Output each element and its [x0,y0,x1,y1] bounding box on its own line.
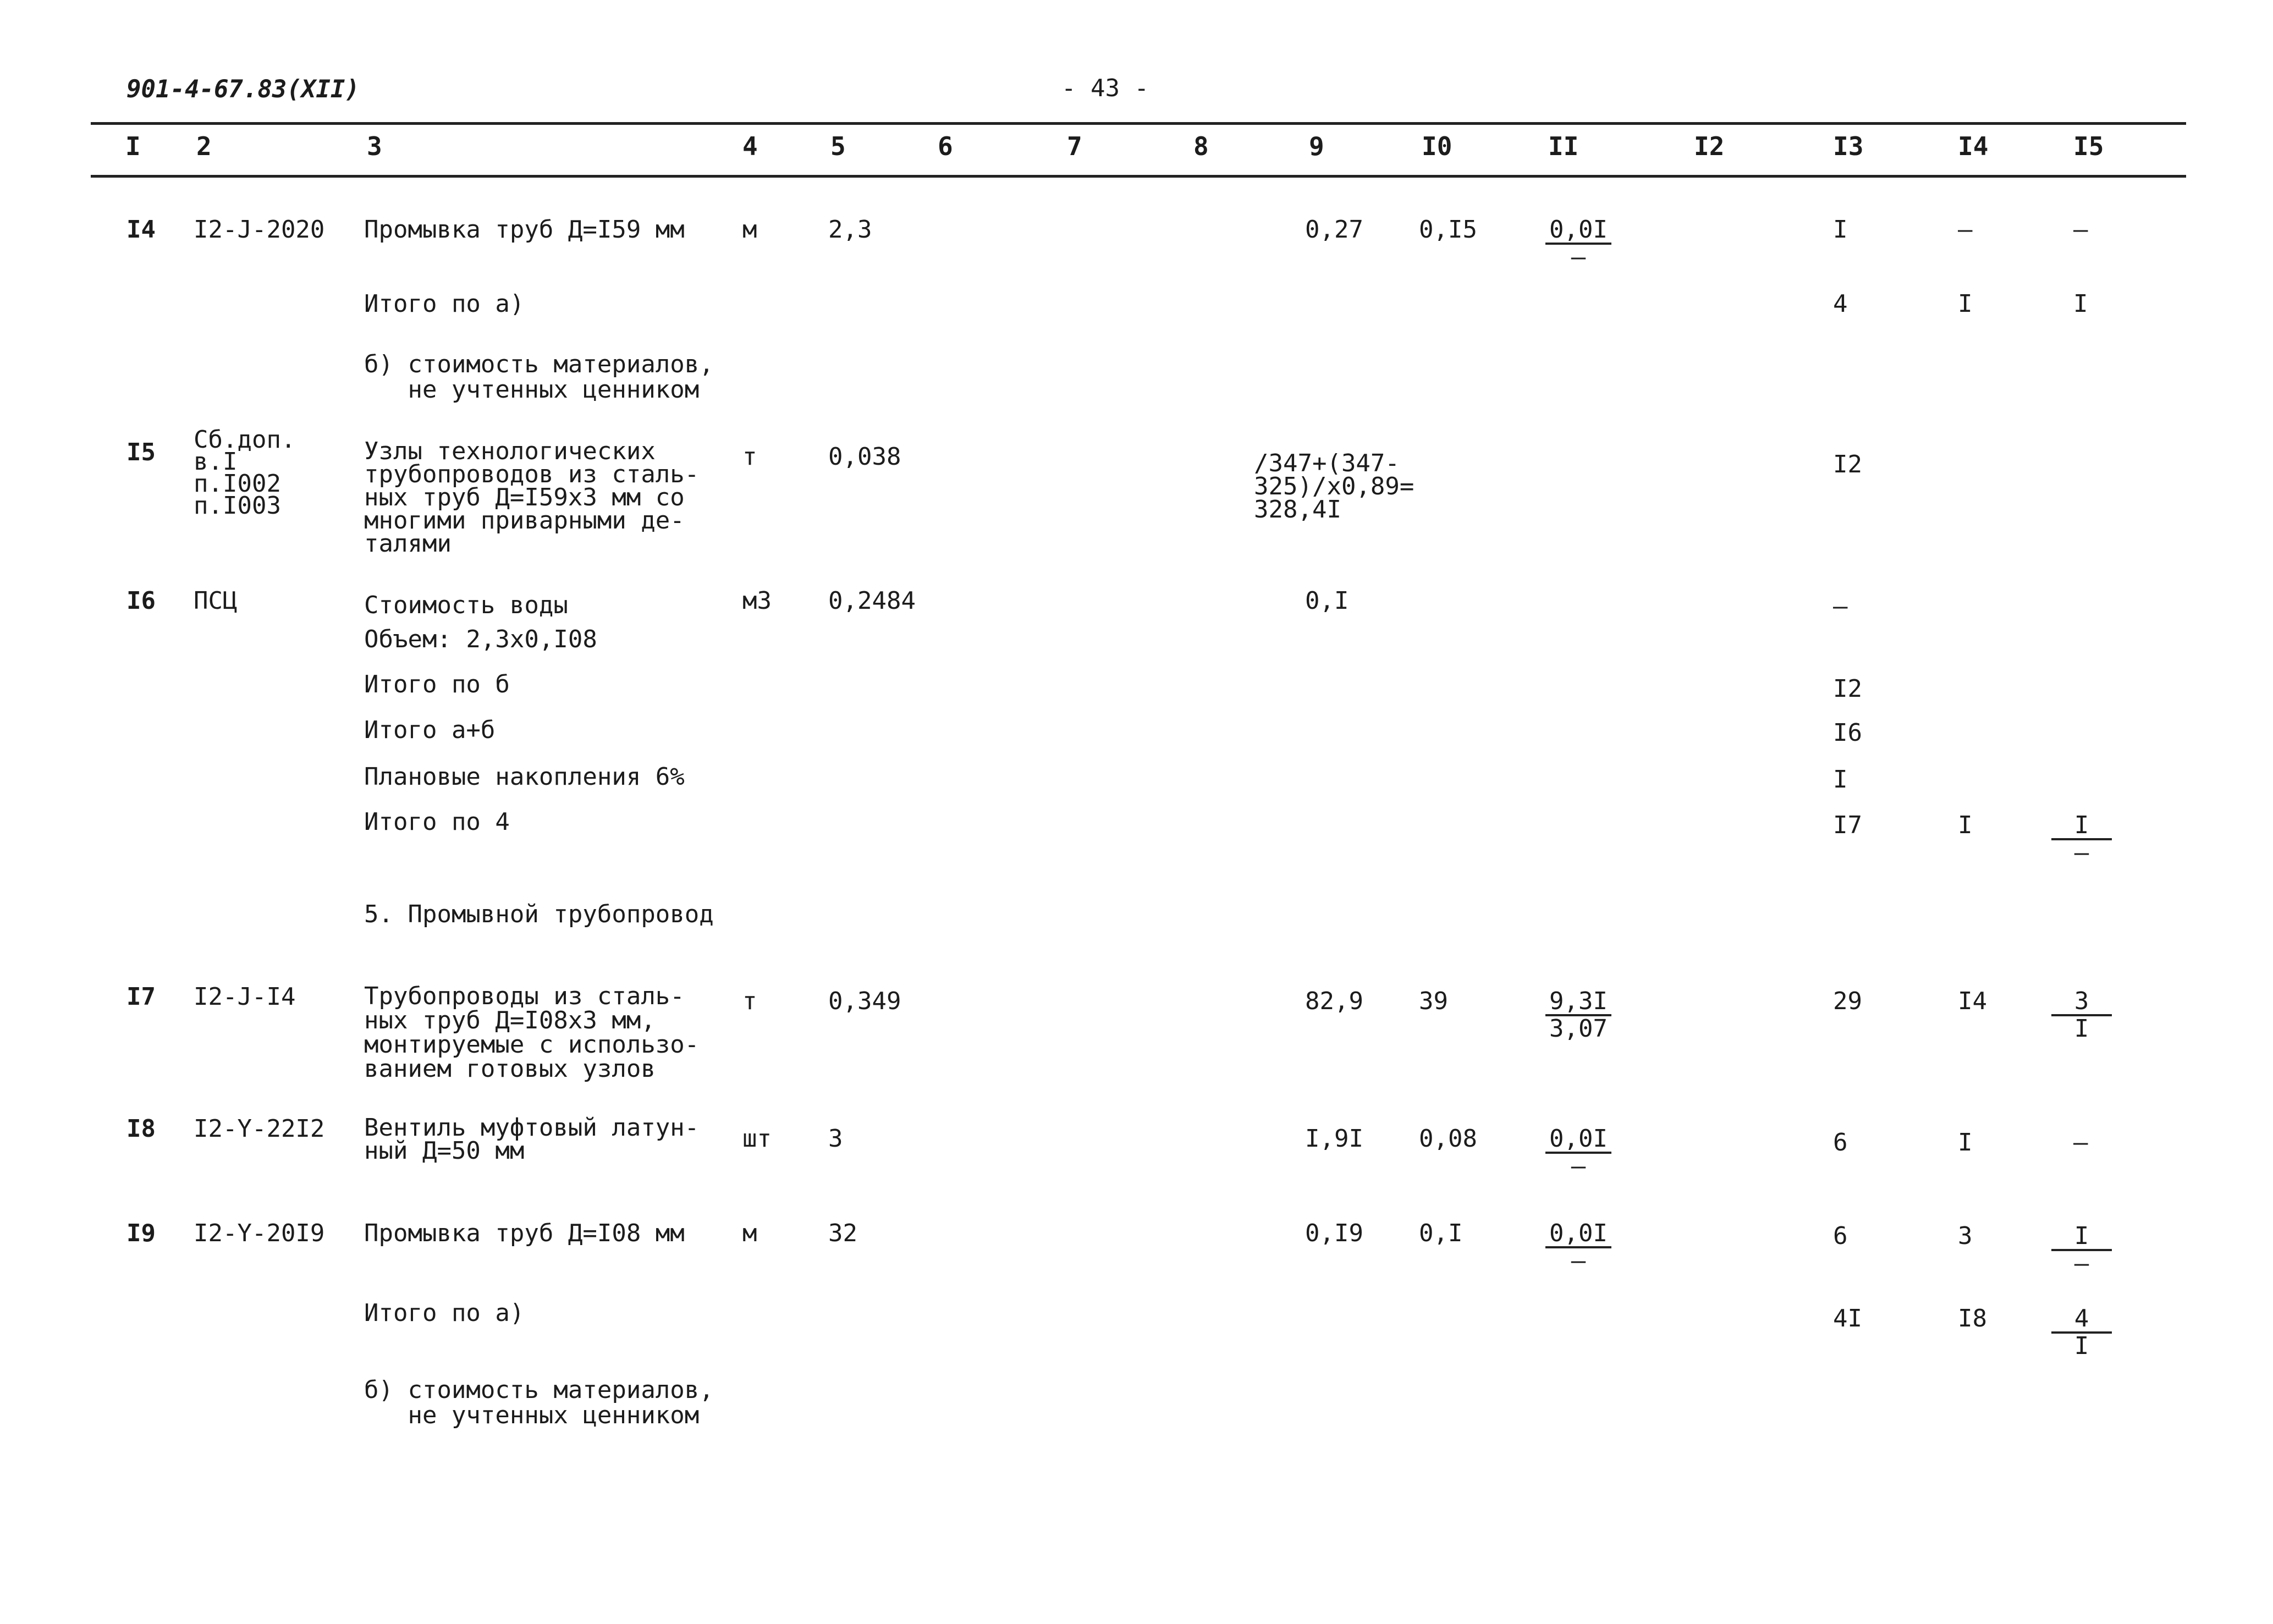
col-header-8: 8 [1193,131,1209,161]
col-header-13: I3 [1833,131,1864,161]
subtotal-label: Итого по а) [364,1299,525,1327]
subtotal-label: Итого а+б [364,716,496,744]
col-header-6: 6 [938,131,953,161]
row-col13: I6 [1833,719,1862,747]
fraction-denominator: I [2074,1332,2089,1360]
row-col15-fraction [2051,989,2112,1042]
row-col10: 39 [1419,987,1448,1015]
row-col13: 6 [1833,1128,1848,1157]
fraction-denominator: I [2074,1015,2089,1043]
row-unit: т [742,443,757,471]
row-number: I9 [126,1219,156,1247]
row-col9: 0,I [1305,587,1349,615]
row-number: I4 [126,216,156,244]
col-header-9: 9 [1309,131,1324,161]
row-unit: м [742,216,757,244]
fraction-numerator: 0,0I [1545,1126,1611,1154]
row-col14: I8 [1958,1304,1987,1333]
row-col14: I [1958,1128,1973,1157]
row-unit: м3 [742,587,772,615]
row-col11-fraction [1545,1126,1611,1179]
row-quantity: 2,3 [828,216,872,244]
row-code: I2-Y-20I9 [194,1219,325,1247]
row-name: Промывка труб Д=I08 мм [364,1219,685,1247]
row-quantity: 3 [828,1125,843,1153]
row-col15: – [2073,1128,2088,1157]
row-col15: – [2073,216,2088,244]
row-col10: 0,I5 [1419,216,1477,244]
row-col14: I4 [1958,987,1987,1015]
section-heading: б) стоимость материалов, не учтенных ценником [364,1376,714,1429]
row-name: Узлы технологических трубопроводов из сталь- ных труб Д=I59х3 мм со многими приварными де- талями [364,437,700,558]
col-header-10: I0 [1422,131,1452,161]
col-header-12: I2 [1694,131,1725,161]
section-heading: 5. Промывной трубопровод [364,900,714,928]
row-col9: /347+(347- 325)/х0,89= 328,4I [1254,449,1415,524]
row-col9: I,9I [1305,1125,1363,1153]
row-unit: т [742,987,757,1015]
row-code: ПСЦ [194,587,238,615]
section-heading: б) стоимость материалов, не учтенных ценником [364,350,714,404]
row-col14: – [1958,216,1973,244]
row-code: I2-Y-22I2 [194,1115,325,1143]
subtotal-label: Итого по а) [364,290,525,318]
row-col11-fraction [1545,989,1611,1042]
row-col13: I [1833,766,1848,794]
fraction-denominator: – [1571,243,1586,271]
row-col13: 29 [1833,987,1862,1015]
row-code: I2-J-I4 [194,983,296,1011]
row-col13: I2 [1833,450,1862,478]
fraction-denominator: – [1571,1247,1586,1275]
row-number: I6 [126,587,156,615]
fraction-denominator: 3,07 [1549,1015,1608,1043]
col-header-5: 5 [830,131,846,161]
fraction-denominator: – [1571,1152,1586,1180]
row-code: Сб.доп. в.I п.I002 п.I003 [194,426,296,520]
row-quantity: 0,038 [828,443,901,471]
row-number: I5 [126,438,156,466]
fraction-numerator: 0,0I [1545,217,1611,245]
page-number: - 43 - [1061,74,1149,102]
row-col14: I [1958,811,1973,839]
row-col13: I [1833,216,1848,244]
row-col14: I [1958,290,1973,318]
row-col13: I2 [1833,675,1862,703]
row-col9: 82,9 [1305,987,1363,1015]
row-col9: 0,I9 [1305,1219,1363,1247]
col-header-4: 4 [742,131,758,161]
row-col13: I7 [1833,811,1862,839]
fraction-numerator: I [2051,1224,2112,1251]
col-header-11: II [1548,131,1579,161]
subtotal-label: Итого по б [364,670,510,698]
row-col13: 4 [1833,290,1848,318]
fraction-denominator: – [2074,839,2089,867]
row-col14: 3 [1958,1222,1973,1250]
col-header-7: 7 [1067,131,1082,161]
row-col15: I [2073,290,2088,318]
fraction-denominator: – [2074,1249,2089,1278]
row-col9: 0,27 [1305,216,1363,244]
col-header-14: I4 [1958,131,1989,161]
row-quantity: 0,349 [828,987,901,1015]
row-name: Трубопроводы из сталь- ных труб Д=I08х3 мм, монтируемые с использо- ванием готовых узлов [364,982,700,1083]
row-col13: 6 [1833,1222,1848,1250]
row-col15-fraction [2051,813,2112,866]
header-top-rule [91,122,2186,125]
fraction-numerator: I [2051,813,2112,840]
row-col11-fraction [1545,1221,1611,1274]
row-quantity: 32 [828,1219,857,1247]
document-code: 901-4-67.83(XII) [126,75,360,103]
col-header-1: I [125,131,141,161]
row-number: I8 [126,1115,156,1143]
col-header-2: 2 [196,131,212,161]
row-col11-fraction [1545,217,1611,270]
row-unit: м [742,1219,757,1247]
col-header-3: 3 [367,131,382,161]
fraction-numerator: 9,3I [1545,989,1611,1016]
row-col15-fraction [2051,1306,2112,1359]
row-col10: 0,I [1419,1219,1463,1247]
row-col13: – [1833,592,1848,620]
row-name: Стоимость воды Объем: 2,3х0,I08 [364,591,597,653]
row-number: I7 [126,983,156,1011]
row-col10: 0,08 [1419,1125,1477,1153]
col-header-15: I5 [2073,131,2104,161]
row-code: I2-J-2020 [194,216,325,244]
row-name: Промывка труб Д=I59 мм [364,216,685,244]
fraction-numerator: 4 [2051,1306,2112,1334]
row-col15-fraction [2051,1224,2112,1276]
subtotal-label: Плановые накопления 6% [364,763,685,791]
fraction-numerator: 0,0I [1545,1221,1611,1248]
row-unit: шт [742,1125,772,1153]
fraction-numerator: 3 [2051,989,2112,1016]
subtotal-label: Итого по 4 [364,808,510,836]
row-quantity: 0,2484 [828,587,916,615]
header-bottom-rule [91,175,2186,178]
row-col13: 4I [1833,1304,1862,1333]
row-name: Вентиль муфтовый латун- ный Д=50 мм [364,1114,700,1165]
